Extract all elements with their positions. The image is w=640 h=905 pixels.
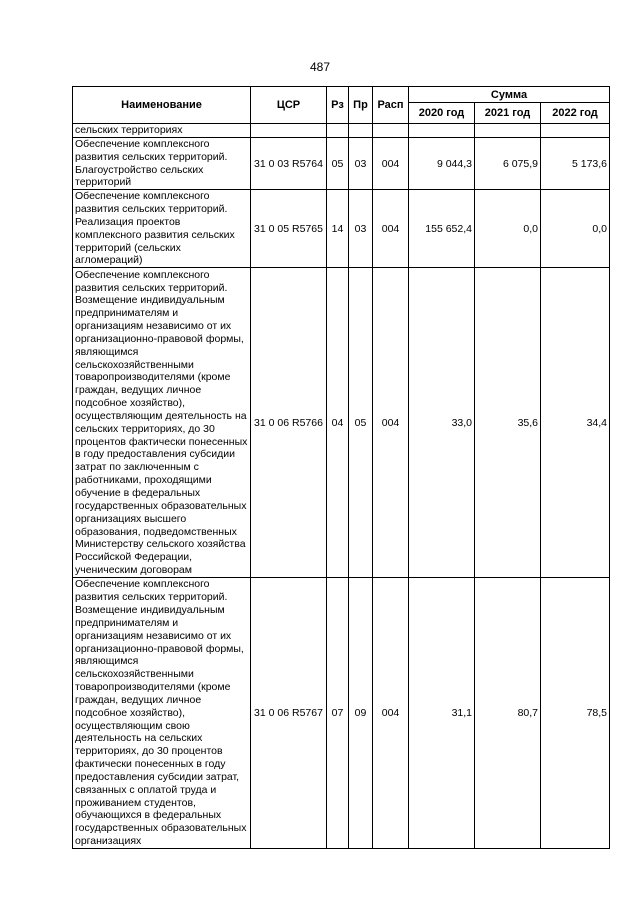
row-value-2022 [541,124,610,138]
row-pr: 05 [349,268,373,578]
row-csr: 31 0 03 R5764 [251,137,327,189]
row-value-2021: 6 075,9 [475,137,541,189]
row-value-2020: 155 652,4 [409,190,475,268]
row-csr: 31 0 06 R5766 [251,268,327,578]
row-name: Обеспечение комплексного развития сельских территорий. Реализация проектов комплексного развития сельских территорий (сельских агломераций) [73,190,251,268]
table-row [73,124,610,138]
row-value-2021: 80,7 [475,578,541,849]
row-value-2020: 9 044,3 [409,137,475,189]
header-year-2021: 2021 год [475,103,541,124]
row-rz: 05 [327,137,349,189]
row-value-2020 [409,124,475,138]
header-rz: Рз [327,87,349,124]
budget-table [72,86,610,849]
row-pr [349,124,373,138]
row-rasp [373,124,409,138]
header-pr: Пр [349,87,373,124]
row-name: Обеспечение комплексного развития сельских территорий. Благоустройство сельских территорий [73,137,251,189]
row-value-2020: 33,0 [409,268,475,578]
table-row [73,137,610,189]
header-sum: Сумма [409,87,610,103]
row-csr: 31 0 06 R5767 [251,578,327,849]
table-row [73,578,610,849]
row-name: Обеспечение комплексного развития сельских территорий. Возмещение индивидуальным предпринимателям и организациям независимо от их организационно-правовой формы, являющимся сельскохозяйственными товаропроизводителями (кроме граждан, ведущих личное подсобное хозяйство), осуществляющим свою деятельность на сельских территориях, до 30 процентов фактически понесенных в году предоставления субсидии затрат, связанных с оплатой труда и проживанием студентов, обучающихся в федеральных государственных образовательных организациях [73,578,251,849]
row-value-2022: 0,0 [541,190,610,268]
row-rasp: 004 [373,268,409,578]
row-value-2021: 35,6 [475,268,541,578]
header-rasp: Расп [373,87,409,124]
table-row [73,190,610,268]
row-rasp: 004 [373,137,409,189]
row-csr [251,124,327,138]
table-row [73,268,610,578]
row-rz [327,124,349,138]
row-value-2020: 31,1 [409,578,475,849]
header-year-2020: 2020 год [409,103,475,124]
row-rasp: 004 [373,578,409,849]
row-rz: 07 [327,578,349,849]
row-name: Обеспечение комплексного развития сельских территорий. Возмещение индивидуальным предпринимателям и организациям независимо от их организационно-правовой формы, являющимся сельскохозяйственными товаропроизводителями (кроме граждан, ведущих личное подсобное хозяйство), осуществляющим деятельность на сельских территориях, до 30 процентов фактически понесенных в году предоставления субсидии затрат по заключенным с работниками, проходящими обучение в федеральных государственных образовательных организациях высшего образования, подведомственных Министерству сельского хозяйства Российской Федерации, ученическим договорам [73,268,251,578]
row-csr: 31 0 05 R5765 [251,190,327,268]
row-rz: 04 [327,268,349,578]
row-value-2022: 5 173,6 [541,137,610,189]
header-name: Наименование [73,87,251,124]
row-pr: 03 [349,137,373,189]
row-value-2021 [475,124,541,138]
row-pr: 03 [349,190,373,268]
row-rz: 14 [327,190,349,268]
header-csr: ЦСР [251,87,327,124]
header-year-2022: 2022 год [541,103,610,124]
row-name: сельских территориях [73,124,251,138]
row-pr: 09 [349,578,373,849]
row-value-2021: 0,0 [475,190,541,268]
page-number: 487 [309,60,331,74]
row-value-2022: 34,4 [541,268,610,578]
row-rasp: 004 [373,190,409,268]
row-value-2022: 78,5 [541,578,610,849]
